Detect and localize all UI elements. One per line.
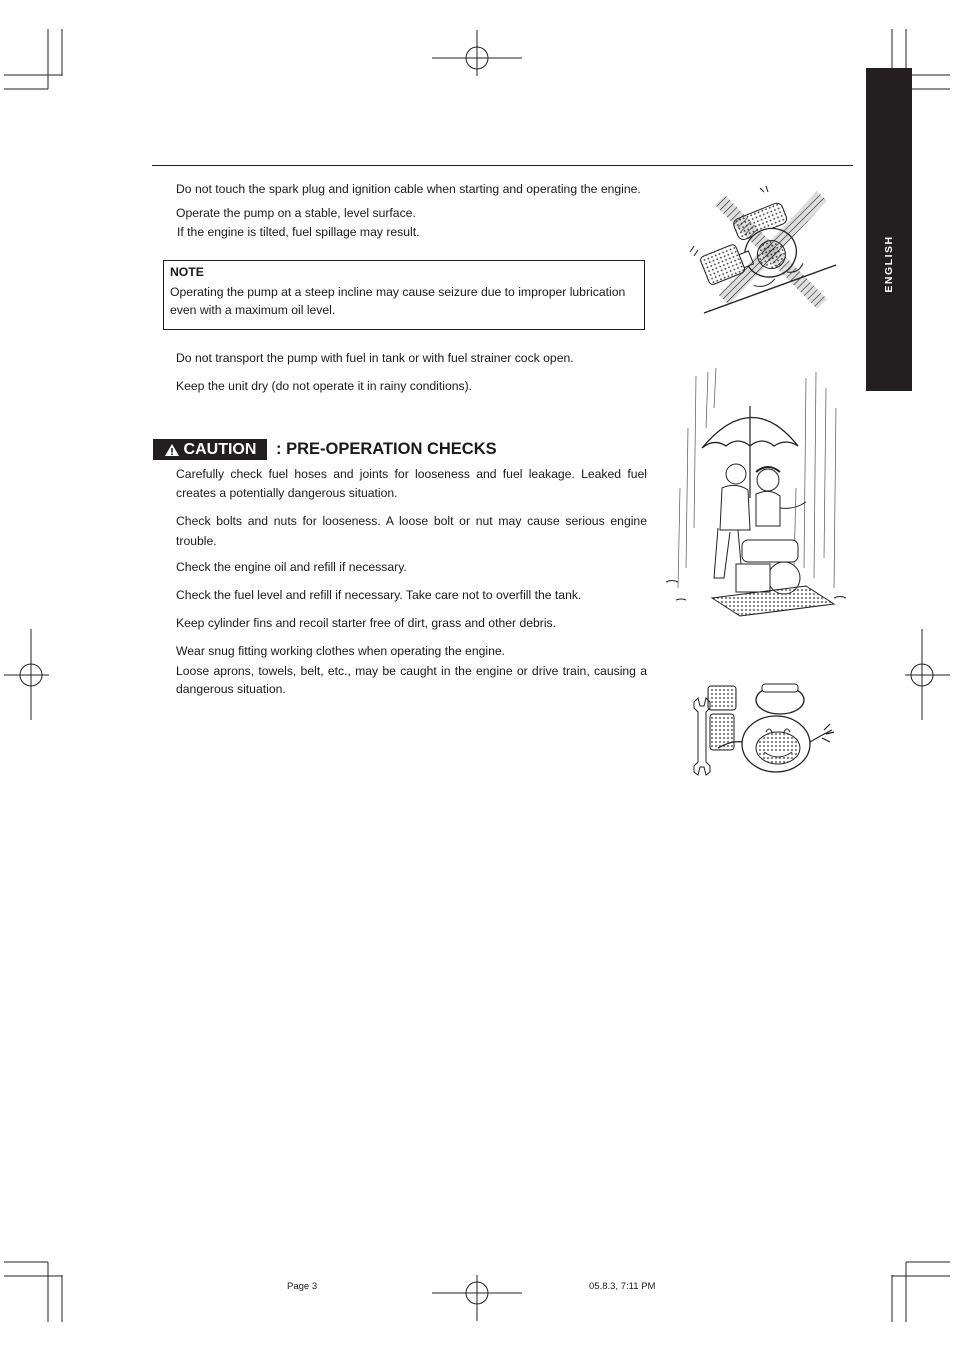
incline-illustration	[684, 182, 844, 317]
stable-surface-text: Operate the pump on a stable, level surface.	[176, 206, 416, 220]
section-heading: : PRE-OPERATION CHECKS	[276, 440, 497, 458]
check-item-oil: Check the engine oil and refill if necessary.	[176, 560, 407, 574]
check-item-loose-items: Loose aprons, towels, belt, etc., may be caught in the engine or drive train, causing a dangerous situation.	[176, 664, 647, 696]
warning-triangle-icon	[164, 443, 180, 457]
note-title: NOTE	[170, 265, 204, 279]
keep-dry-text: Keep the unit dry (do not operate it in rainy conditions).	[176, 379, 473, 393]
language-tab-label: ENGLISH	[883, 235, 895, 293]
note-box	[163, 260, 645, 330]
header-rule	[152, 165, 853, 166]
caution-badge	[153, 439, 267, 460]
caution-word: CAUTION	[183, 440, 257, 458]
check-item-clothes: Wear snug fitting working clothes when operating the engine.	[176, 644, 506, 658]
footer-timestamp: 05.8.3, 7:11 PM	[589, 1281, 656, 1292]
spark-plug-warning: Do not touch the spark plug and ignition cable when starting and operating the engine.	[176, 182, 641, 196]
check-item-cylinder-fins: Keep cylinder fins and recoil starter free of dirt, grass and other debris.	[176, 616, 557, 630]
footer-page: Page 3	[287, 1281, 318, 1292]
check-item-fuel-hoses: Carefully check fuel hoses and joints for looseness and fuel leakage. Leaked fuel creates a potentially dangerous situation.	[176, 467, 647, 500]
mascot-illustration	[686, 680, 841, 775]
tilt-warning-text: If the engine is tilted, fuel spillage may result.	[177, 225, 420, 239]
check-item-fuel-level: Check the fuel level and refill if necessary. Take care not to overfill the tank.	[176, 588, 582, 602]
check-item-bolts: Check bolts and nuts for looseness. A loose bolt or nut may cause serious engine trouble.	[176, 514, 647, 548]
transport-warning: Do not transport the pump with fuel in tank or with fuel strainer cock open.	[176, 351, 574, 365]
rain-illustration	[656, 368, 856, 618]
note-body: Operating the pump at a steep incline may cause seizure due to improper lubrication even with a maximum oil level.	[170, 285, 626, 317]
